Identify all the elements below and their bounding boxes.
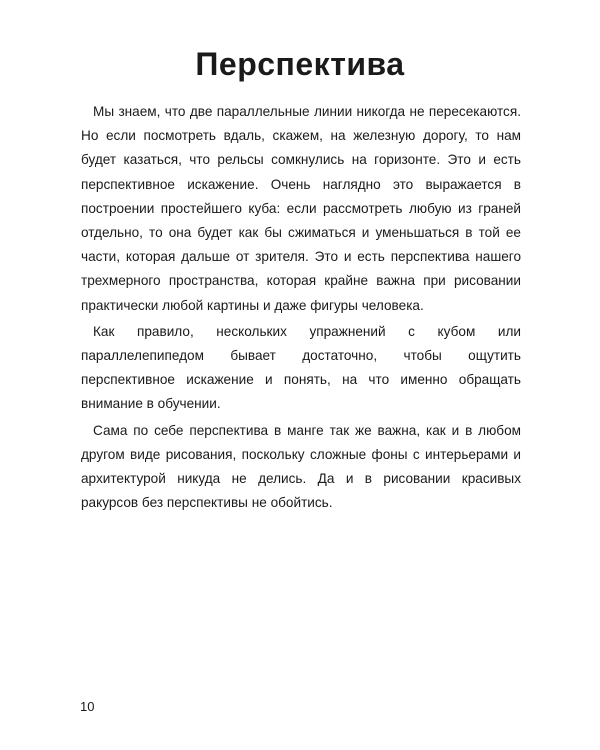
page-title: Перспектива bbox=[195, 46, 405, 82]
paragraph-manga: Сама по себе перспектива в манге так же важна, как и в любом другом виде рисования, поскольку сложные фоны с интерьерами и архитектурой никуда не делись. Да и в рисовании красивых ракурсов без перспективы не обойтись. bbox=[81, 422, 521, 511]
paragraph-exercises: Как правило, нескольких упражнений с кубом или параллелепипедом бывает достаточно, чтобы ощутить перспективное искажение и понять, на что именно обращать внимание в обучении. bbox=[81, 323, 521, 412]
paragraph-intro: Мы знаем, что две параллельные линии никогда не пересекаются. Но если посмотреть вдаль, скажем, на железную дорогу, то нам будет казаться, что рельсы сомкнулись на горизонте. Это и есть перспективное искажение. Очень наглядно это выражается в построении простейшего куба: если рассмотреть любую из граней отдельно, то она будет как бы сжиматься и уменьшаться в той ее части, которая дальше от зрителя. Это и есть перспектива нашего трехмерного пространства, которая крайне важна при рисовании практически любой картины и даже фигуры человека. bbox=[81, 104, 521, 313]
page-number: 10 bbox=[80, 699, 95, 714]
body-text bbox=[81, 100, 521, 515]
